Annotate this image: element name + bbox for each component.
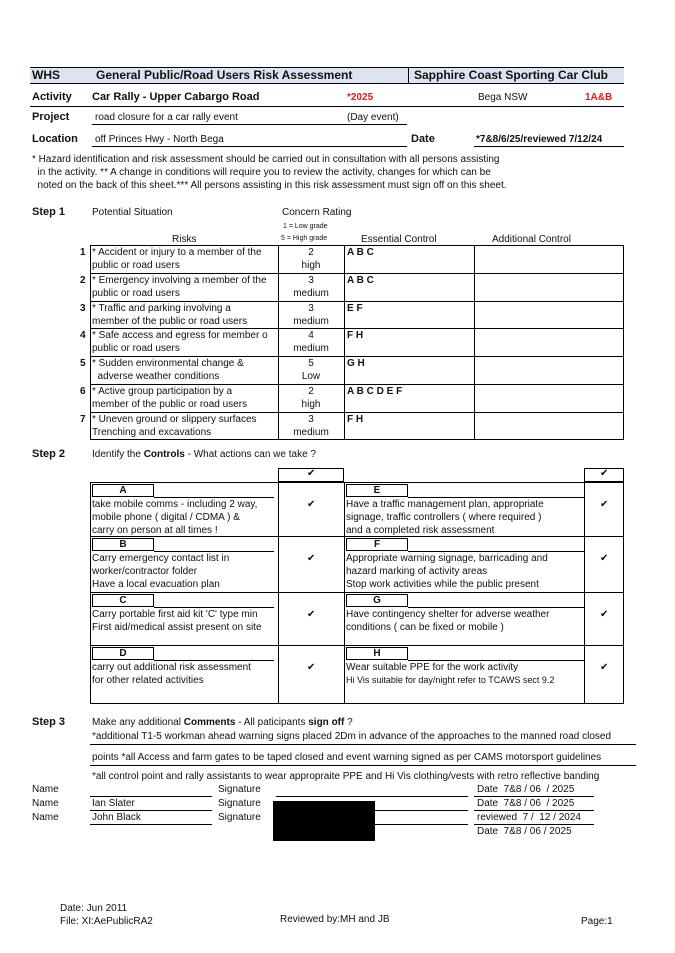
risk-number: 1: [80, 247, 86, 258]
risk-essential-controls: A B C: [347, 274, 374, 286]
form-title: General Public/Road Users Risk Assessment: [96, 68, 353, 82]
signoff-date: Date 7&8 / 06 / 2025: [477, 826, 572, 837]
control-letter-box: [92, 484, 154, 497]
redacted-signature: [273, 801, 375, 841]
step3-prompt-d: sign off: [308, 717, 345, 728]
risk-rating: 2: [308, 247, 314, 258]
control-text-line: conditions ( can be fixed or mobile ): [346, 622, 504, 633]
risk-rating: 3: [308, 413, 314, 425]
location-label: Location: [32, 133, 78, 145]
control-letter: G: [373, 595, 381, 606]
risk-text-line1: * Uneven ground or slippery surfaces: [92, 413, 257, 425]
control-check-mark[interactable]: ✔: [600, 553, 609, 564]
control-letter-box: [346, 647, 408, 660]
signoff-name-label: Name: [32, 784, 59, 795]
control-letter-box: [92, 594, 154, 607]
control-text-line: mobile phone ( digital / CDMA ) &: [92, 512, 240, 523]
project-underline: [92, 124, 407, 125]
control-check-mark[interactable]: ✔: [307, 499, 316, 510]
signoff-date-line: [474, 810, 594, 811]
signoff-name-line: [90, 824, 212, 825]
step3-prompt-b: Comments: [183, 717, 236, 728]
comment-line-3: *all control point and rally assistants to wear appropraite PPE and Hi Vis clothing/vests with retro reflective banding: [92, 771, 600, 782]
activity-label: Activity: [32, 91, 72, 103]
control-letter-box: [92, 647, 154, 660]
step2-prompt: [92, 449, 316, 460]
risk-essential-controls: A B C D E F: [347, 386, 403, 397]
activity-underline: [30, 106, 624, 107]
risk-number: 2: [80, 274, 86, 286]
risk-text-line2: public or road users: [92, 343, 180, 355]
signoff-date-line: [474, 796, 594, 797]
signoff-name-label: Name: [32, 798, 59, 809]
footer-page: Page:1: [581, 916, 613, 927]
project-value: road closure for a car rally event: [95, 112, 238, 123]
event-year: *2025: [347, 92, 374, 103]
control-letter: H: [373, 648, 381, 659]
risk-text-line2: public or road users: [92, 287, 180, 299]
comment-underline-1: [90, 744, 636, 745]
control-letter-box: [346, 594, 408, 607]
location-value: off Princes Hwy - North Bega: [95, 134, 224, 145]
risk-number: 5: [80, 358, 86, 370]
location-underline: [92, 146, 407, 147]
signoff-signature-label: Signature: [218, 812, 261, 823]
risk-text-line1: * Accident or injury to a member of the: [92, 247, 262, 258]
risk-text-line2: public or road users: [92, 260, 180, 271]
whs-label: WHS: [32, 68, 60, 82]
control-check-mark[interactable]: ✔: [600, 499, 609, 510]
risk-essential-controls: F H: [347, 330, 364, 342]
control-text-line: Carry portable first aid kit 'C' type min: [92, 609, 258, 620]
risk-text-line1: * Traffic and parking involving a: [92, 302, 231, 314]
control-text-line: Carry emergency contact list in: [92, 553, 230, 564]
signoff-name-line: [90, 796, 212, 797]
step2-label: Step 2: [32, 448, 66, 460]
event-code: 1A&B: [585, 92, 613, 103]
risk-grade: medium: [293, 426, 329, 438]
control-check-mark[interactable]: ✔: [307, 553, 316, 564]
day-event: (Day event): [347, 112, 399, 123]
step1-label: Step 1: [32, 206, 66, 218]
risk-number: 3: [80, 302, 86, 314]
control-row-divider: [90, 645, 624, 646]
control-letter-box: [346, 538, 408, 551]
event-place: Bega NSW: [478, 92, 528, 103]
footer-date: Date: Jun 2011: [60, 903, 128, 914]
signoff-date-line: [474, 824, 594, 825]
note-line-2: in the activity. ** A change in conditions will require you to review the activity, changes for which can be: [32, 167, 491, 178]
control-text-line: worker/contractor folder: [92, 566, 198, 577]
risk-grade: high: [301, 399, 321, 410]
risk-grade: medium: [293, 315, 329, 327]
ctrl-sep-3: [584, 482, 585, 704]
footer-file: File: XI:AePublicRA2: [60, 916, 153, 927]
check-header-right-mark: ✔: [600, 468, 609, 479]
comment-underline-2: [90, 765, 636, 766]
risk-additional-control[interactable]: [476, 329, 622, 353]
control-letter: A: [119, 485, 127, 496]
step3-prompt-e: ?: [344, 717, 353, 728]
risk-grade: Low: [301, 371, 321, 383]
control-text-line: carry on person at all times !: [92, 525, 218, 536]
risk-rating: 2: [308, 386, 314, 397]
control-text-line: signage, traffic controllers ( where required ): [346, 512, 542, 523]
step3-prompt-c: - All paticipants: [235, 717, 309, 728]
project-label: Project: [32, 111, 70, 123]
potential-situation: Potential Situation: [92, 207, 173, 218]
activity-value: Car Rally - Upper Cabargo Road: [92, 91, 260, 103]
risk-grade: medium: [293, 287, 329, 299]
date-value: *7&8/6/25/reviewed 7/12/24: [476, 134, 603, 145]
risk-number: 6: [80, 386, 86, 397]
risk-text-line1: * Safe access and egress for member o: [92, 330, 268, 342]
control-text-line: Have a local evacuation plan: [92, 579, 220, 590]
risk-additional-control[interactable]: [476, 357, 622, 381]
control-letter: C: [119, 595, 127, 606]
high-grade-note: 5 = High grade: [281, 235, 328, 242]
signoff-name[interactable]: John Black: [92, 812, 141, 823]
control-check-mark[interactable]: ✔: [600, 609, 609, 620]
signoff-name-line: [90, 810, 212, 811]
control-letter-box: [92, 538, 154, 551]
risk-number: 7: [80, 413, 86, 425]
col-essential: Essential Control: [361, 234, 437, 245]
risk-essential-controls: F H: [347, 413, 364, 425]
risk-col-sep-3: [474, 245, 475, 440]
risk-rating: 3: [308, 302, 314, 314]
control-text-line: and a completed risk assessment: [346, 525, 495, 536]
risk-rating: 5: [308, 358, 314, 370]
risk-additional-control[interactable]: [476, 413, 622, 437]
risk-text-line2: member of the public or road users: [92, 315, 248, 327]
risk-text-line1: * Active group participation by a: [92, 386, 233, 397]
step3-prompt: [92, 717, 353, 728]
signoff-signature-label: Signature: [218, 784, 261, 795]
club-divider: [408, 67, 624, 84]
step3-label: Step 3: [32, 716, 66, 728]
control-letter: E: [373, 485, 381, 496]
control-text-line: Have a traffic management plan, appropriate: [346, 499, 544, 510]
signoff-signature-line[interactable]: [276, 796, 468, 797]
check-header-left-mark: ✔: [307, 468, 316, 479]
low-grade-note: 1 = Low grade: [283, 223, 328, 230]
note-line-1: * Hazard identification and risk assessment should be carried out in consultation with all persons assisting: [32, 154, 500, 165]
step2-prompt-prefix: Identify the: [92, 449, 144, 460]
control-letter: B: [119, 539, 127, 550]
risk-grade: medium: [293, 343, 329, 355]
control-letter: D: [119, 648, 127, 659]
risk-additional-control[interactable]: [476, 385, 622, 409]
control-text-line: Have contingency shelter for adverse weather: [346, 609, 550, 620]
note-line-3: noted on the back of this sheet.*** All persons assisting in this risk assessment must sign off on this sheet.: [32, 180, 507, 191]
risk-grade: high: [301, 260, 321, 271]
risk-text-line1: * Sudden environmental change &: [92, 358, 244, 370]
risk-additional-control[interactable]: [476, 274, 622, 298]
ctrl-sep-2: [344, 482, 345, 704]
signoff-date: reviewed 7 / 12 / 2024: [477, 812, 581, 823]
control-text-line: First aid/medical assist present on site: [92, 622, 262, 633]
date-label: Date: [411, 133, 435, 145]
signoff-date: Date 7&8 / 06 / 2025: [477, 798, 575, 809]
control-check-mark[interactable]: ✔: [307, 662, 316, 673]
col-risks: Risks: [172, 234, 197, 245]
ctrl-sep-1: [278, 482, 279, 704]
control-check-mark[interactable]: ✔: [307, 609, 316, 620]
footer-reviewed: Reviewed by:MH and JB: [280, 914, 390, 925]
comment-line-2: points *all Access and farm gates to be taped closed and event warning signed as per CAMS motorsport guidelines: [92, 752, 602, 763]
control-row-divider: [90, 592, 624, 593]
control-text-line: Wear suitable PPE for the work activity: [346, 662, 519, 673]
control-text-line: for other related activities: [92, 675, 204, 686]
risk-essential-controls: E F: [347, 302, 363, 314]
control-text-line: Stop work activities while the public present: [346, 579, 539, 590]
step3-prompt-a: Make any additional: [92, 717, 184, 728]
signoff-name[interactable]: Ian Slater: [92, 798, 135, 809]
risk-text-line1: * Emergency involving a member of the: [92, 274, 267, 286]
control-text-line: take mobile comms - including 2 way,: [92, 499, 258, 510]
col-additional: Additional Control: [492, 234, 571, 245]
control-text-line: Hi Vis suitable for day/night refer to TCAWS sect 9.2: [346, 675, 555, 685]
step2-prompt-bold: Controls: [143, 449, 185, 460]
risk-number: 4: [80, 330, 86, 342]
comment-line-1: *additional T1-5 workman ahead warning signs placed 2Dm in advance of the approaches to the manned road closed: [92, 731, 612, 742]
signoff-signature-label: Signature: [218, 798, 261, 809]
risk-text-line2: adverse weather conditions: [92, 371, 220, 383]
risk-additional-control[interactable]: [476, 246, 622, 270]
club-name: Sapphire Coast Sporting Car Club: [414, 68, 609, 82]
risk-rating: 4: [308, 330, 314, 342]
signoff-name-label: Name: [32, 812, 59, 823]
risk-essential-controls: G H: [347, 358, 365, 370]
control-check-mark[interactable]: ✔: [600, 662, 609, 673]
risk-additional-control[interactable]: [476, 302, 622, 326]
risk-essential-controls: A B C: [347, 247, 374, 258]
risk-text-line2: member of the public or road users: [92, 399, 248, 410]
control-letter-box: [346, 484, 408, 497]
risk-rating: 3: [308, 274, 314, 286]
control-letter: F: [373, 539, 381, 550]
risk-text-line2: Trenching and excavations: [92, 426, 212, 438]
step2-prompt-suffix: - What actions can we take ?: [184, 449, 316, 460]
date-underline: [474, 146, 624, 147]
concern-rating: Concern Rating: [282, 207, 352, 218]
control-text-line: carry out additional risk assessment: [92, 662, 251, 673]
risk-col-sep-2: [344, 245, 345, 440]
signoff-date: Date 7&8 / 06 / 2025: [477, 784, 575, 795]
control-text-line: hazard marking of activity areas: [346, 566, 488, 577]
control-text-line: Appropriate warning signage, barricading and: [346, 553, 548, 564]
